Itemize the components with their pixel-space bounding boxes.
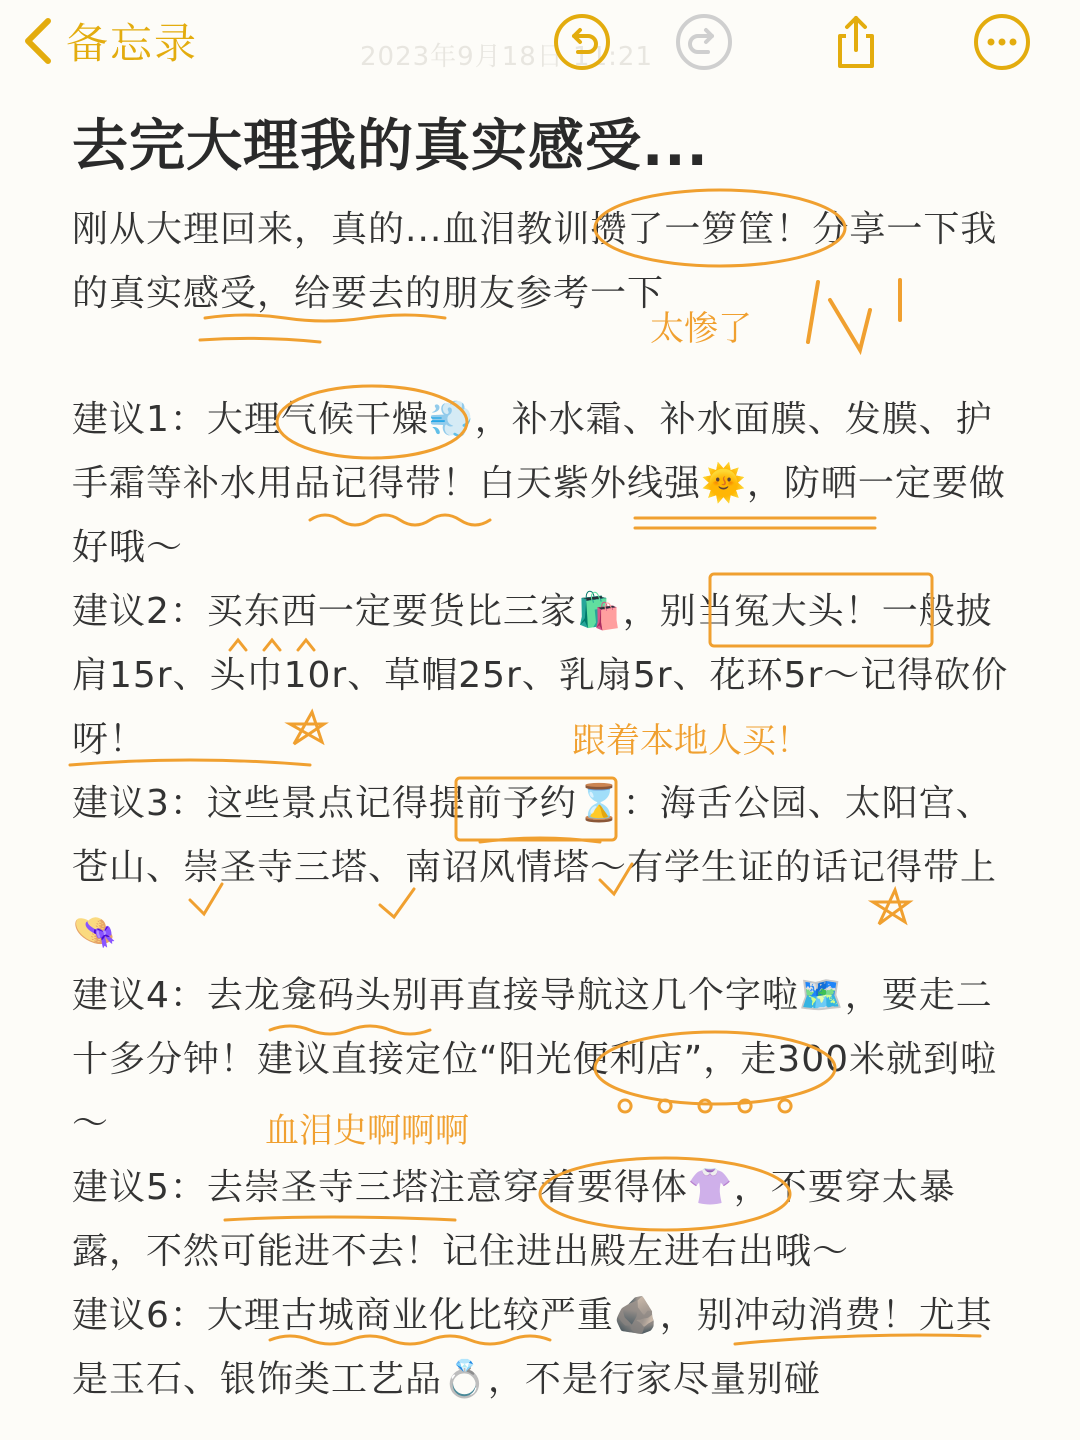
tip-text: 去崇圣寺三塔注意穿着要得体👚，不要穿太暴露，不然可能进不去！记住进出殿左进右出哦～ [72, 1167, 956, 1272]
back-label: 备忘录 [66, 19, 199, 68]
share-icon [826, 12, 886, 72]
note-intro[interactable]: 刚从大理回来，真的...血泪教训攒了一箩筐！分享一下我的真实感受，给要去的朋友参考一下 [72, 209, 998, 314]
chevron-left-icon [18, 13, 58, 69]
annotation-3: 血泪史啊啊啊 [265, 1111, 469, 1151]
more-icon [972, 12, 1032, 72]
note-date: 2023年9月18日 11:21 [360, 42, 653, 72]
tip-text: 大理古城商业化比较严重🪨，别冲动消费！尤其是玉石、银饰类工艺品💍，不是行家尽量别碰 [72, 1295, 993, 1400]
tip-3 [72, 772, 1012, 964]
tip-text: 这些景点记得提前予约⌛：海舌公园、太阳宫、苍山、崇圣寺三塔、南诏风情塔～有学生证的话记得带上👒 [72, 783, 998, 952]
tip-text: 去龙龛码头别再直接导航这几个字啦🗺️，要走二十多分钟！建议直接定位“阳光便利店”，走300米就到啦～ [72, 975, 998, 1144]
tip-1 [72, 388, 1012, 580]
tip-label: 建议2： [72, 591, 207, 632]
tip-label: 建议5： [72, 1167, 207, 1208]
more-button[interactable] [972, 12, 1032, 72]
tip-label: 建议4： [72, 975, 207, 1016]
undo-button[interactable] [552, 12, 612, 72]
annotation-2: 跟着本地人买！ [572, 721, 810, 761]
redo-button[interactable] [674, 12, 734, 72]
doodle-underline-intro-2 [200, 338, 320, 342]
undo-icon [552, 12, 612, 72]
top-toolbar [0, 0, 1080, 90]
back-button[interactable] [18, 10, 198, 72]
tip-text: 大理气候干燥💨，补水霜、补水面膜、发膜、护手霜等补水用品记得带！白天紫外线强🌞，防晒一定要做好哦～ [72, 399, 1006, 568]
tip-5 [72, 1156, 1012, 1284]
tip-label: 建议3： [72, 783, 207, 824]
tip-label: 建议6： [72, 1295, 207, 1336]
tip-label: 建议1： [72, 399, 207, 440]
note-title[interactable]: 去完大理我的真实感受... [72, 114, 709, 179]
tip-4 [72, 964, 1012, 1156]
tip-6 [72, 1284, 1012, 1412]
tip-text: 买东西一定要货比三家🛍️，别当冤大头！一般披肩15r、头巾10r、草帽25r、乳扇5r、花环5r～记得砍价呀！ [72, 591, 1009, 760]
redo-icon [674, 12, 734, 72]
tip-2 [72, 580, 1012, 772]
note-body[interactable] [72, 388, 1012, 1412]
share-button[interactable] [826, 12, 886, 72]
annotation-1: 太惨了 [650, 309, 752, 349]
